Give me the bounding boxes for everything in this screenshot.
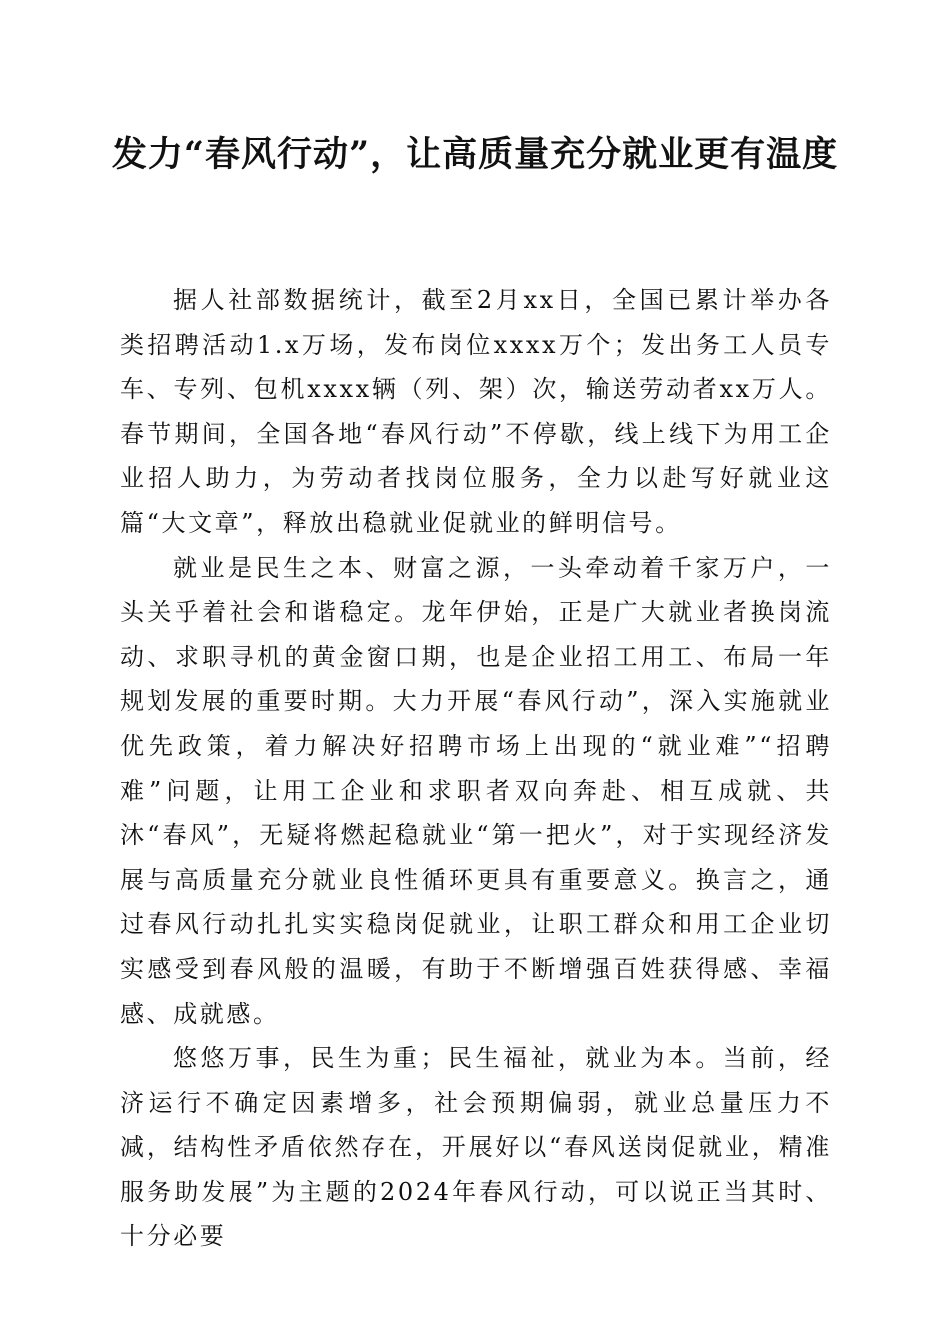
paragraph-2: 就业是民生之本、财富之源，一头牵动着千家万户，一头关乎着社会和谐稳定。龙年伊始，正是广大就业者换岗流动、求职寻机的黄金窗口期，也是企业招工用工、布局一年规划发展的重要时期。大力开展“春风行动”，深入实施就业优先政策，着力解决好招聘市场上出现的“就业难”“招聘难”问题，让用工企业和求职者双向奔赴、相互成就、共沐“春风”，无疑将燃起稳就业“第一把火”，对于实现经济发展与高质量充分就业良性循环更具有重要意义。换言之，通过春风行动扎扎实实稳岗促就业，让职工群众和用工企业切实感受到春风般的温暖，有助于不断增强百姓获得感、幸福感、成就感。 <box>120 553 832 1028</box>
article-title: 发力“春风行动”，让高质量充分就业更有温度 <box>111 134 839 175</box>
article-body <box>120 278 832 1259</box>
paragraph-1: 据人社部数据统计，截至2月xx日，全国已累计举办各类招聘活动1.x万场，发布岗位xxxx万个；发出务工人员专车、专列、包机xxxx辆（列、架）次，输送劳动者xx万人。春节期间，全国各地“春风行动”不停歇，线上线下为用工企业招人助力，为劳动者找岗位服务，全力以赴写好就业这篇“大文章”，释放出稳就业促就业的鲜明信号。 <box>120 286 832 537</box>
paragraph-3: 悠悠万事，民生为重；民生福祉，就业为本。当前，经济运行不确定因素增多，社会预期偏弱，就业总量压力不减，结构性矛盾依然存在，开展好以“春风送岗促就业，精准服务助发展”为主题的2024年春风行动，可以说正当其时、十分必要 <box>120 1044 832 1251</box>
